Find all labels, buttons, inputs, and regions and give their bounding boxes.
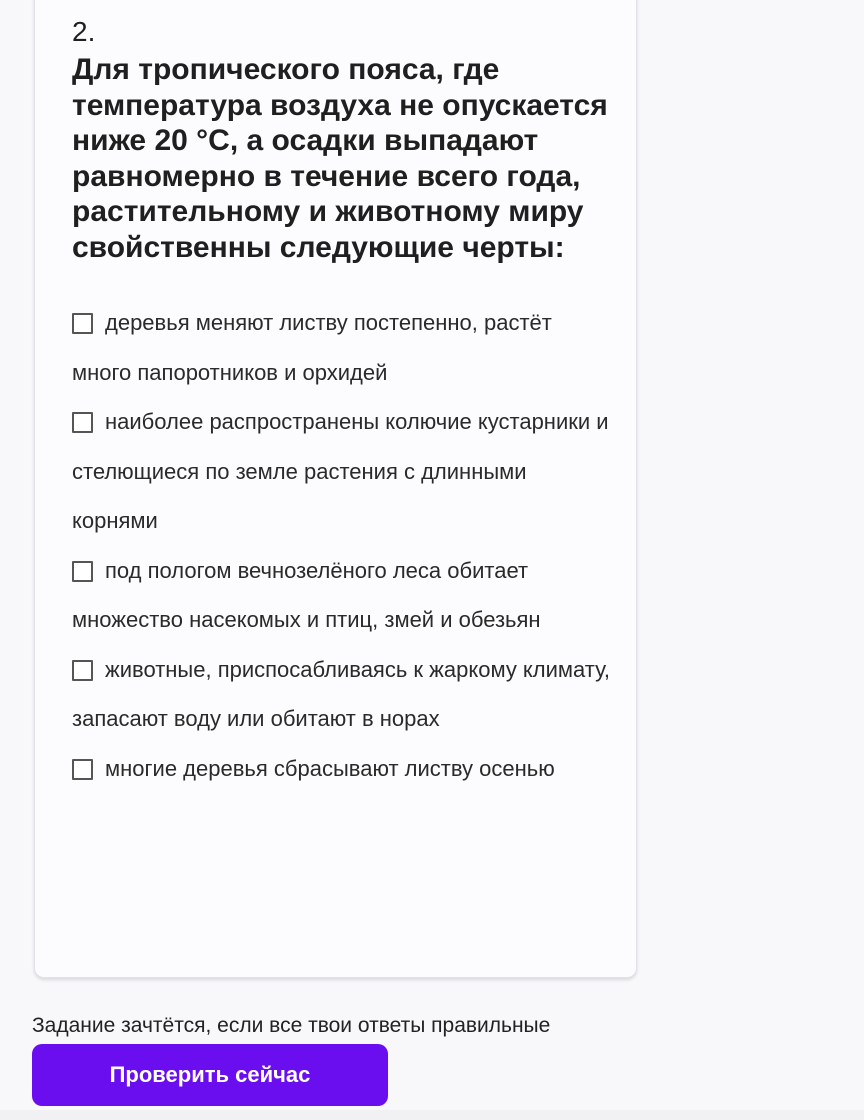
completion-hint: Задание зачтётся, если все твои ответы правильные [32, 1014, 551, 1037]
answer-option-label: под пологом вечнозелёного леса обитает множество насекомых и птиц, змей и обезьян [72, 557, 541, 632]
answer-option-3[interactable] [72, 546, 612, 645]
answer-option-2[interactable] [72, 397, 612, 546]
question-number: 2. [72, 16, 96, 47]
checkbox-icon[interactable] [72, 412, 93, 433]
checkbox-icon[interactable] [72, 660, 93, 681]
answer-option-label: деревья меняют листву постепенно, растёт много папоротников и орхидей [72, 310, 552, 385]
answer-option-1[interactable] [72, 298, 612, 397]
checkbox-icon[interactable] [72, 759, 93, 780]
answer-option-label: многие деревья сбрасывают листву осенью [105, 755, 555, 781]
question-text: Для тропического пояса, где температура воздуха не опускается ниже 20 °С, а осадки выпадают равномерно в течение всего года, растительному и животному миру свойственны следующие черты: [72, 53, 608, 264]
bottom-divider [0, 1110, 864, 1120]
checkbox-icon[interactable] [72, 561, 93, 582]
check-now-button[interactable]: Проверить сейчас [32, 1044, 388, 1106]
checkbox-icon[interactable] [72, 313, 93, 334]
answer-option-label: наиболее распространены колючие кустарники и стелющиеся по земле растения с длинными корнями [72, 409, 609, 533]
answer-options [72, 298, 612, 793]
answer-option-5[interactable] [72, 744, 612, 794]
answer-option-label: животные, приспосабливаясь к жаркому климату, запасают воду или обитают в норах [72, 656, 611, 731]
answer-option-4[interactable] [72, 645, 612, 744]
